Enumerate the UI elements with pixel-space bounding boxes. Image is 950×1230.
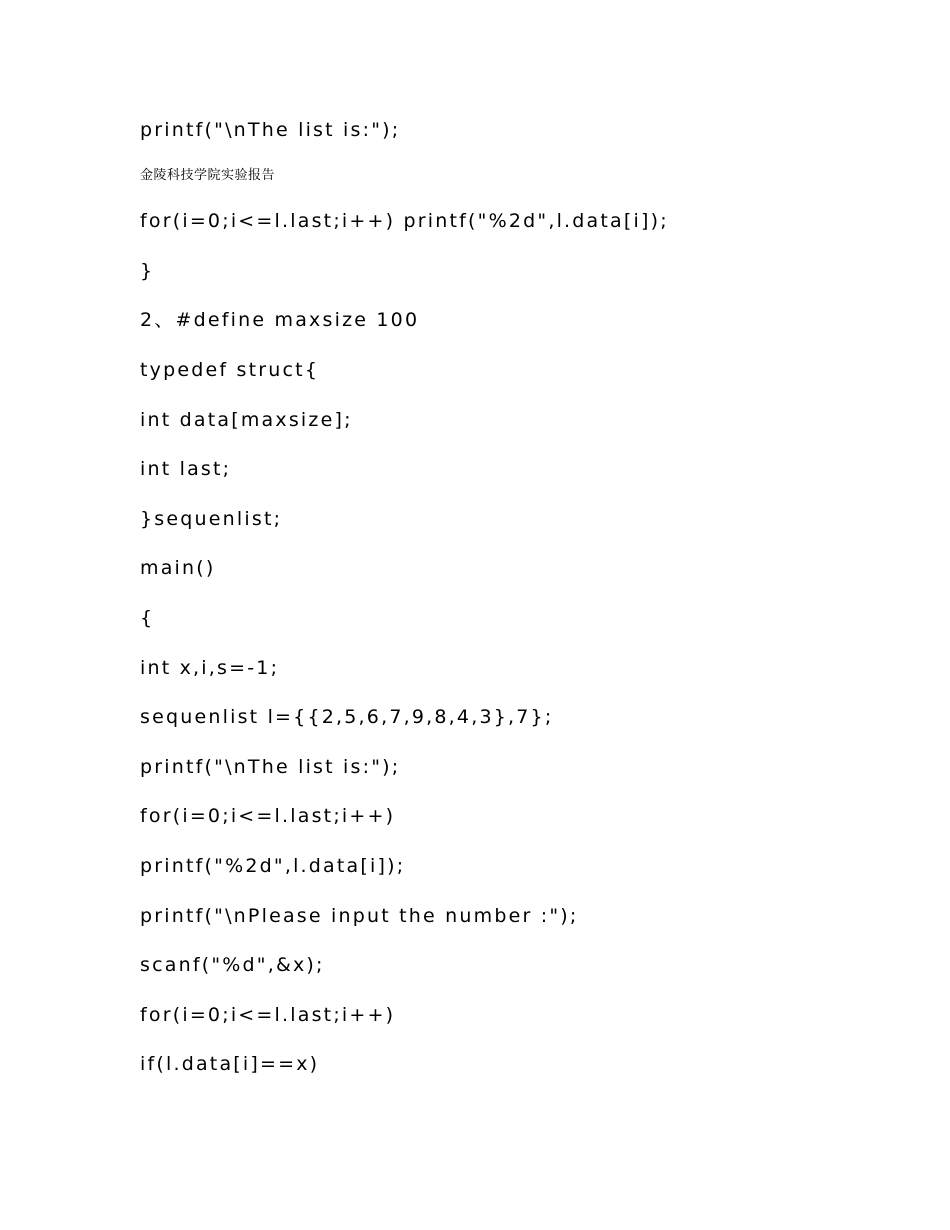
code-line: for(i=0;i<=l.last;i++) printf("%2d",l.data[i]);: [140, 210, 669, 232]
code-line: sequenlist l={{2,5,6,7,9,8,4,3},7};: [140, 706, 554, 728]
code-line: typedef struct{: [140, 359, 320, 381]
code-line: scanf("%d",&x);: [140, 954, 325, 976]
code-line: for(i=0;i<=l.last;i++): [140, 1004, 396, 1026]
header-note: 金陵科技学院实验报告: [140, 168, 276, 183]
code-line: if(l.data[i]==x): [140, 1053, 320, 1075]
code-line: printf("\nThe list is:");: [140, 756, 401, 778]
code-line: int data[maxsize];: [140, 409, 353, 431]
code-line: {: [140, 607, 155, 629]
code-line: printf("%2d",l.data[i]);: [140, 855, 406, 877]
code-line: }sequenlist;: [140, 508, 283, 530]
code-line: 2、#define maxsize 100: [140, 309, 420, 331]
code-line: int last;: [140, 458, 232, 480]
code-line: printf("\nThe list is:");: [140, 119, 401, 141]
code-line: main(): [140, 557, 216, 579]
code-line: printf("\nPlease input the number :");: [140, 905, 579, 927]
code-line: for(i=0;i<=l.last;i++): [140, 805, 396, 827]
code-line: }: [140, 260, 155, 282]
code-line: int x,i,s=-1;: [140, 657, 280, 679]
